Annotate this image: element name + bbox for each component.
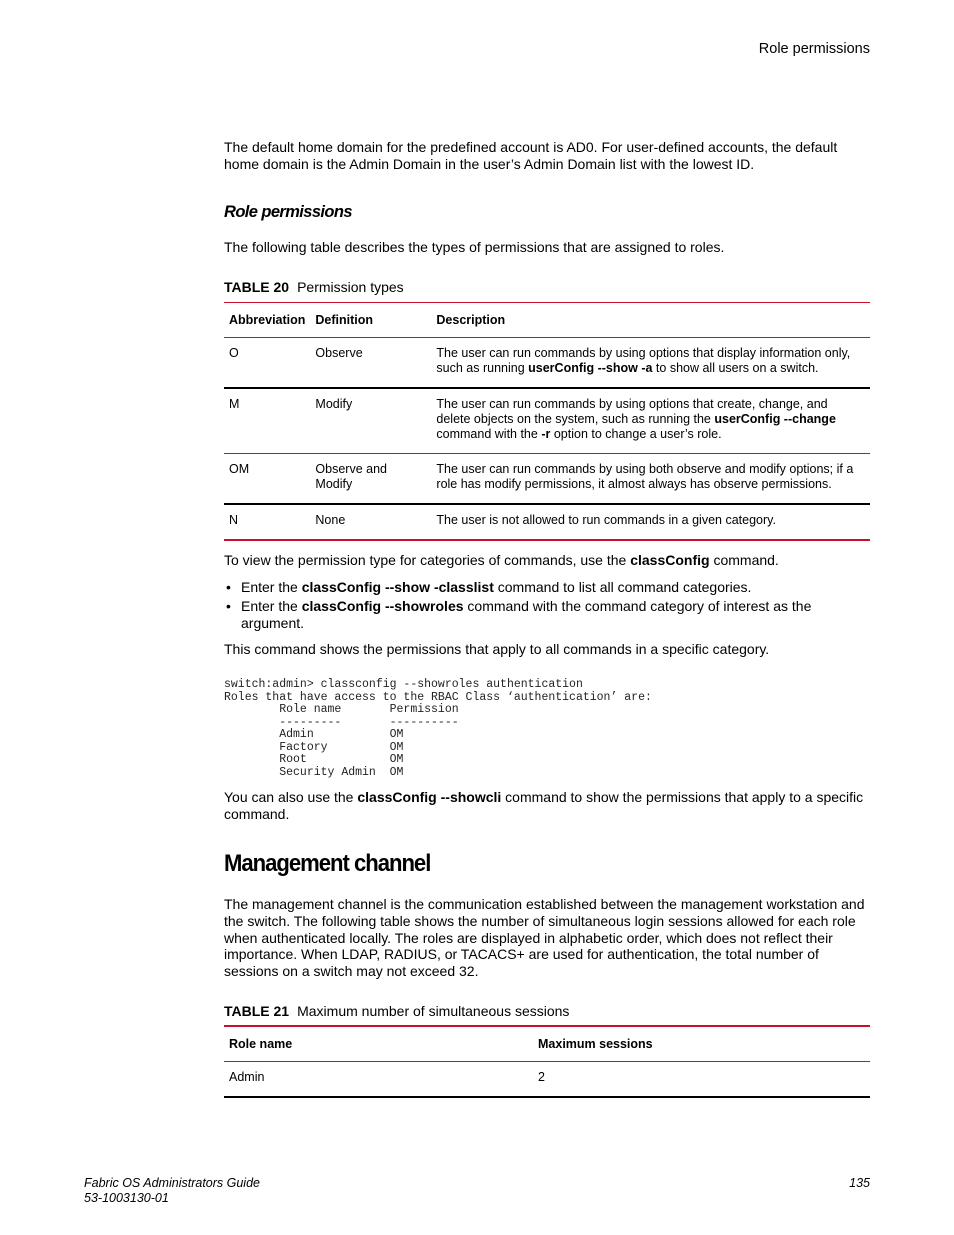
view-permission-paragraph: To view the permission type for categories of commands, use the classConfig command. — [224, 552, 779, 568]
cell-role: Admin — [229, 1070, 265, 1084]
table-row — [224, 1062, 870, 1098]
table21-caption — [224, 1003, 569, 1019]
section-lead: The following table describes the types of permissions that are assigned to roles. — [224, 239, 725, 255]
table21-title: Maximum number of simultaneous sessions — [297, 1003, 570, 1019]
inline-command: classConfig --showroles — [301, 598, 464, 614]
inline-command: classConfig --showcli — [357, 789, 502, 805]
page-number: 135 — [849, 1176, 870, 1190]
table-row — [224, 388, 870, 454]
permission-types-table — [224, 302, 870, 541]
cell-def: Observe and Modify — [315, 462, 387, 491]
running-head: Role permissions — [758, 41, 870, 57]
command-bullet-list — [224, 579, 870, 634]
cell-desc: The user can run commands by using options that create, change, and delete objects on the system, such as running the userConfig --change command with the -r option to change a user’s role. — [436, 397, 836, 441]
management-channel-heading: Management channel — [224, 850, 431, 877]
cell-max: 2 — [538, 1070, 545, 1084]
bullet-mark: • — [226, 579, 231, 595]
cell-abbr: OM — [229, 462, 250, 476]
header-description: Description — [436, 312, 506, 327]
cell-def: Observe — [315, 346, 363, 360]
table-header-row — [224, 303, 870, 338]
cell-abbr: O — [229, 346, 239, 360]
shows-permission-paragraph: This command shows the permissions that apply to all commands in a specific category. — [224, 641, 770, 657]
management-paragraph: The management channel is the communication established between the management workstation and the switch. The following table shows the number of simultaneous login sessions allowed for each role when authenticated locally. The roles are displayed in alphabetic order, which does not reflect their importance. When LDAP, RADIUS, or TACACS+ are used for authentication, the total number of sessions on a switch may not exceed 32. — [224, 896, 865, 980]
header-definition: Definition — [315, 312, 374, 327]
cell-abbr: N — [229, 513, 239, 527]
inline-command: classConfig --show -classlist — [301, 579, 494, 595]
table20-caption — [224, 279, 404, 295]
cell-desc: The user can run commands by using options that display information only, such as running userConfig --show -a to show all users on a switch. — [436, 346, 851, 375]
inline-option: -r — [541, 427, 551, 441]
code-example: switch:admin> classconfig --showroles authentication Roles that have access to the RBAC Class ‘authentication’ are: Role name Permission --------- ---------- Admin OM Factory OM Root OM Security Admin OM — [224, 678, 652, 779]
table-row — [224, 454, 870, 505]
header-abbreviation: Abbreviation — [229, 312, 306, 327]
cell-abbr: M — [229, 397, 240, 411]
inline-command: classConfig — [630, 552, 710, 568]
table21-label: TABLE 21 — [224, 1003, 290, 1019]
table-row — [224, 504, 870, 540]
table-row — [224, 338, 870, 389]
footer-left — [84, 1176, 260, 1206]
inline-command: userConfig --change — [714, 412, 836, 426]
cell-def: None — [315, 513, 346, 527]
list-item: • Enter the classConfig --showroles command with the command category of interest as the argument. — [226, 598, 812, 631]
table20-label: TABLE 20 — [224, 279, 290, 295]
header-role-name: Role name — [229, 1036, 293, 1051]
intro-paragraph: The default home domain for the predefined account is AD0. For user-defined accounts, the default home domain is the Admin Domain in the user’s Admin Domain list with the lowest ID. — [224, 139, 838, 172]
cell-desc: The user can run commands by using both observe and modify options; if a role has modify permissions, it almost always has observe permissions. — [436, 462, 854, 491]
sessions-table — [224, 1025, 870, 1098]
cell-def: Modify — [315, 397, 353, 411]
table-header-row — [224, 1026, 870, 1062]
section-heading: Role permissions — [224, 203, 352, 221]
footer-doc-id: 53-1003130-01 — [84, 1191, 169, 1205]
list-item: • Enter the classConfig --show -classlist command to list all command categories. — [226, 579, 752, 595]
bullet-mark: • — [226, 598, 231, 614]
footer-doc-title: Fabric OS Administrators Guide — [84, 1176, 260, 1190]
header-max-sessions: Maximum sessions — [538, 1036, 653, 1051]
inline-command: userConfig --show -a — [528, 361, 653, 375]
cell-desc: The user is not allowed to run commands in a given category. — [436, 513, 776, 527]
showcli-paragraph: You can also use the classConfig --showcli command to show the permissions that apply to a specific command. — [224, 789, 864, 822]
table20-title: Permission types — [297, 279, 404, 295]
